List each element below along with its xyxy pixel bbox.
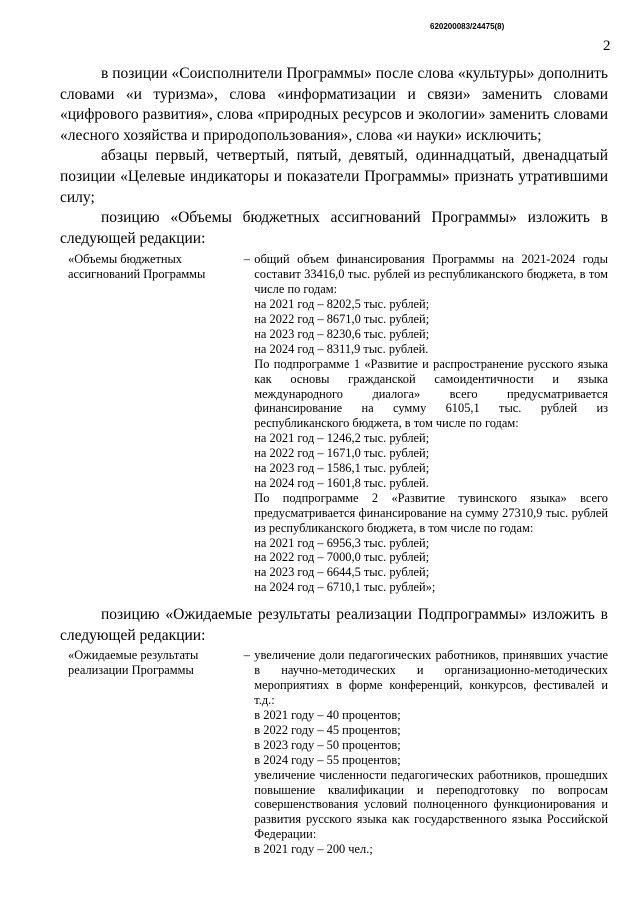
subprogram1-year: на 2021 год – 1246,2 тыс. рублей; [254, 431, 430, 446]
paragraph-results-intro: позицию «Ожидаемые результаты реализации Подпрограммы» изложить в следующей редакции: [60, 606, 608, 644]
results-table-dash: – [243, 648, 250, 663]
budget-total-year: на 2023 год – 8230,6 тыс. рублей; [254, 326, 430, 341]
results-table-label: «Ожидаемые результаты реализации Программы [68, 648, 199, 678]
subprogram2-year: на 2024 год – 6710,1 тыс. рублей»; [254, 580, 436, 595]
results-teachers-count-year: в 2021 году – 200 чел.; [254, 842, 373, 857]
results-teachers-share-year: в 2023 году – 50 процентов; [254, 737, 401, 752]
budget-table-label: «Объемы бюджетных ассигнований Программы [68, 252, 206, 282]
subprogram1-text: По подпрограмме 1 «Развитие и распространение русского языка как основы гражданской самоидентичности и языка международного диалога» всего предусматривается финансирование на сумму 6105,1 тыс. рублей из республиканского бюджета, в том числе по годам: [254, 356, 608, 431]
results-teachers-share-year: в 2022 году – 45 процентов; [254, 722, 401, 737]
paragraph-indicators: абзацы первый, четвертый, пятый, девятый, одиннадцатый, двенадцатый позиции «Целевые индикаторы и показатели Программы» признать утратившими силу; [60, 147, 608, 206]
document-code: 620200083/24475(8) [430, 22, 505, 31]
page-number: 2 [603, 38, 611, 54]
budget-table [60, 252, 608, 595]
results-teachers-count-text: увеличение численности педагогических работников, прошедших повышение квалификации и переподготовку по вопросам совершенствования условий полноценного функционирования и развития русского языка как государственного языка Российской Федерации: [254, 767, 608, 842]
paragraph-budget-intro: позицию «Объемы бюджетных ассигнований Программы» изложить в следующей редакции: [60, 209, 608, 247]
subprogram2-text: По подпрограмме 2 «Развитие тувинского языка» всего предусматривается финансирование на сумму 27310,9 тыс. рублей из республиканского бюджета, в том числе по годам: [254, 490, 608, 535]
budget-total-year: на 2022 год – 8671,0 тыс. рублей; [254, 311, 430, 326]
results-table [60, 648, 608, 857]
subprogram2-year: на 2023 год – 6644,5 тыс. рублей; [254, 565, 430, 580]
document-body [60, 64, 608, 857]
budget-total-text: общий объем финансирования Программы на 2021-2024 годы составит 33416,0 тыс. рублей из республиканского бюджета, в том числе по годам: [254, 252, 608, 297]
subprogram1-year: на 2024 год – 1601,8 тыс. рублей. [254, 475, 429, 490]
paragraph-coexecutors: в позиции «Соисполнители Программы» после слова «культуры» дополнить словами «и туризма», слова «информатизации и связи» заменить словами «цифрового развития», слова «природных ресурсов и экологии» заменить словами «лесного хозяйства и природопользования», слова «и науки» исключить; [60, 65, 608, 144]
subprogram2-year: на 2022 год – 7000,0 тыс. рублей; [254, 550, 430, 565]
subprogram1-year: на 2023 год – 1586,1 тыс. рублей; [254, 461, 430, 476]
results-table-content [254, 648, 608, 857]
budget-total-year: на 2021 год – 8202,5 тыс. рублей; [254, 297, 430, 312]
results-teachers-share-year: в 2024 году – 55 процентов; [254, 752, 401, 767]
results-teachers-share-text: увеличение доли педагогических работников, принявших участие в научно-методических и организационно-методических мероприятиях в форме конференций, конкурсов, фестивалей и т.д.: [254, 648, 608, 708]
budget-total-year: на 2024 год – 8311,9 тыс. рублей. [254, 341, 429, 356]
subprogram1-year: на 2022 год – 1671,0 тыс. рублей; [254, 446, 430, 461]
results-teachers-share-year: в 2021 году – 40 процентов; [254, 708, 401, 722]
budget-table-dash: – [243, 252, 250, 267]
budget-table-content [254, 252, 608, 595]
subprogram2-year: на 2021 год – 6956,3 тыс. рублей; [254, 535, 430, 550]
